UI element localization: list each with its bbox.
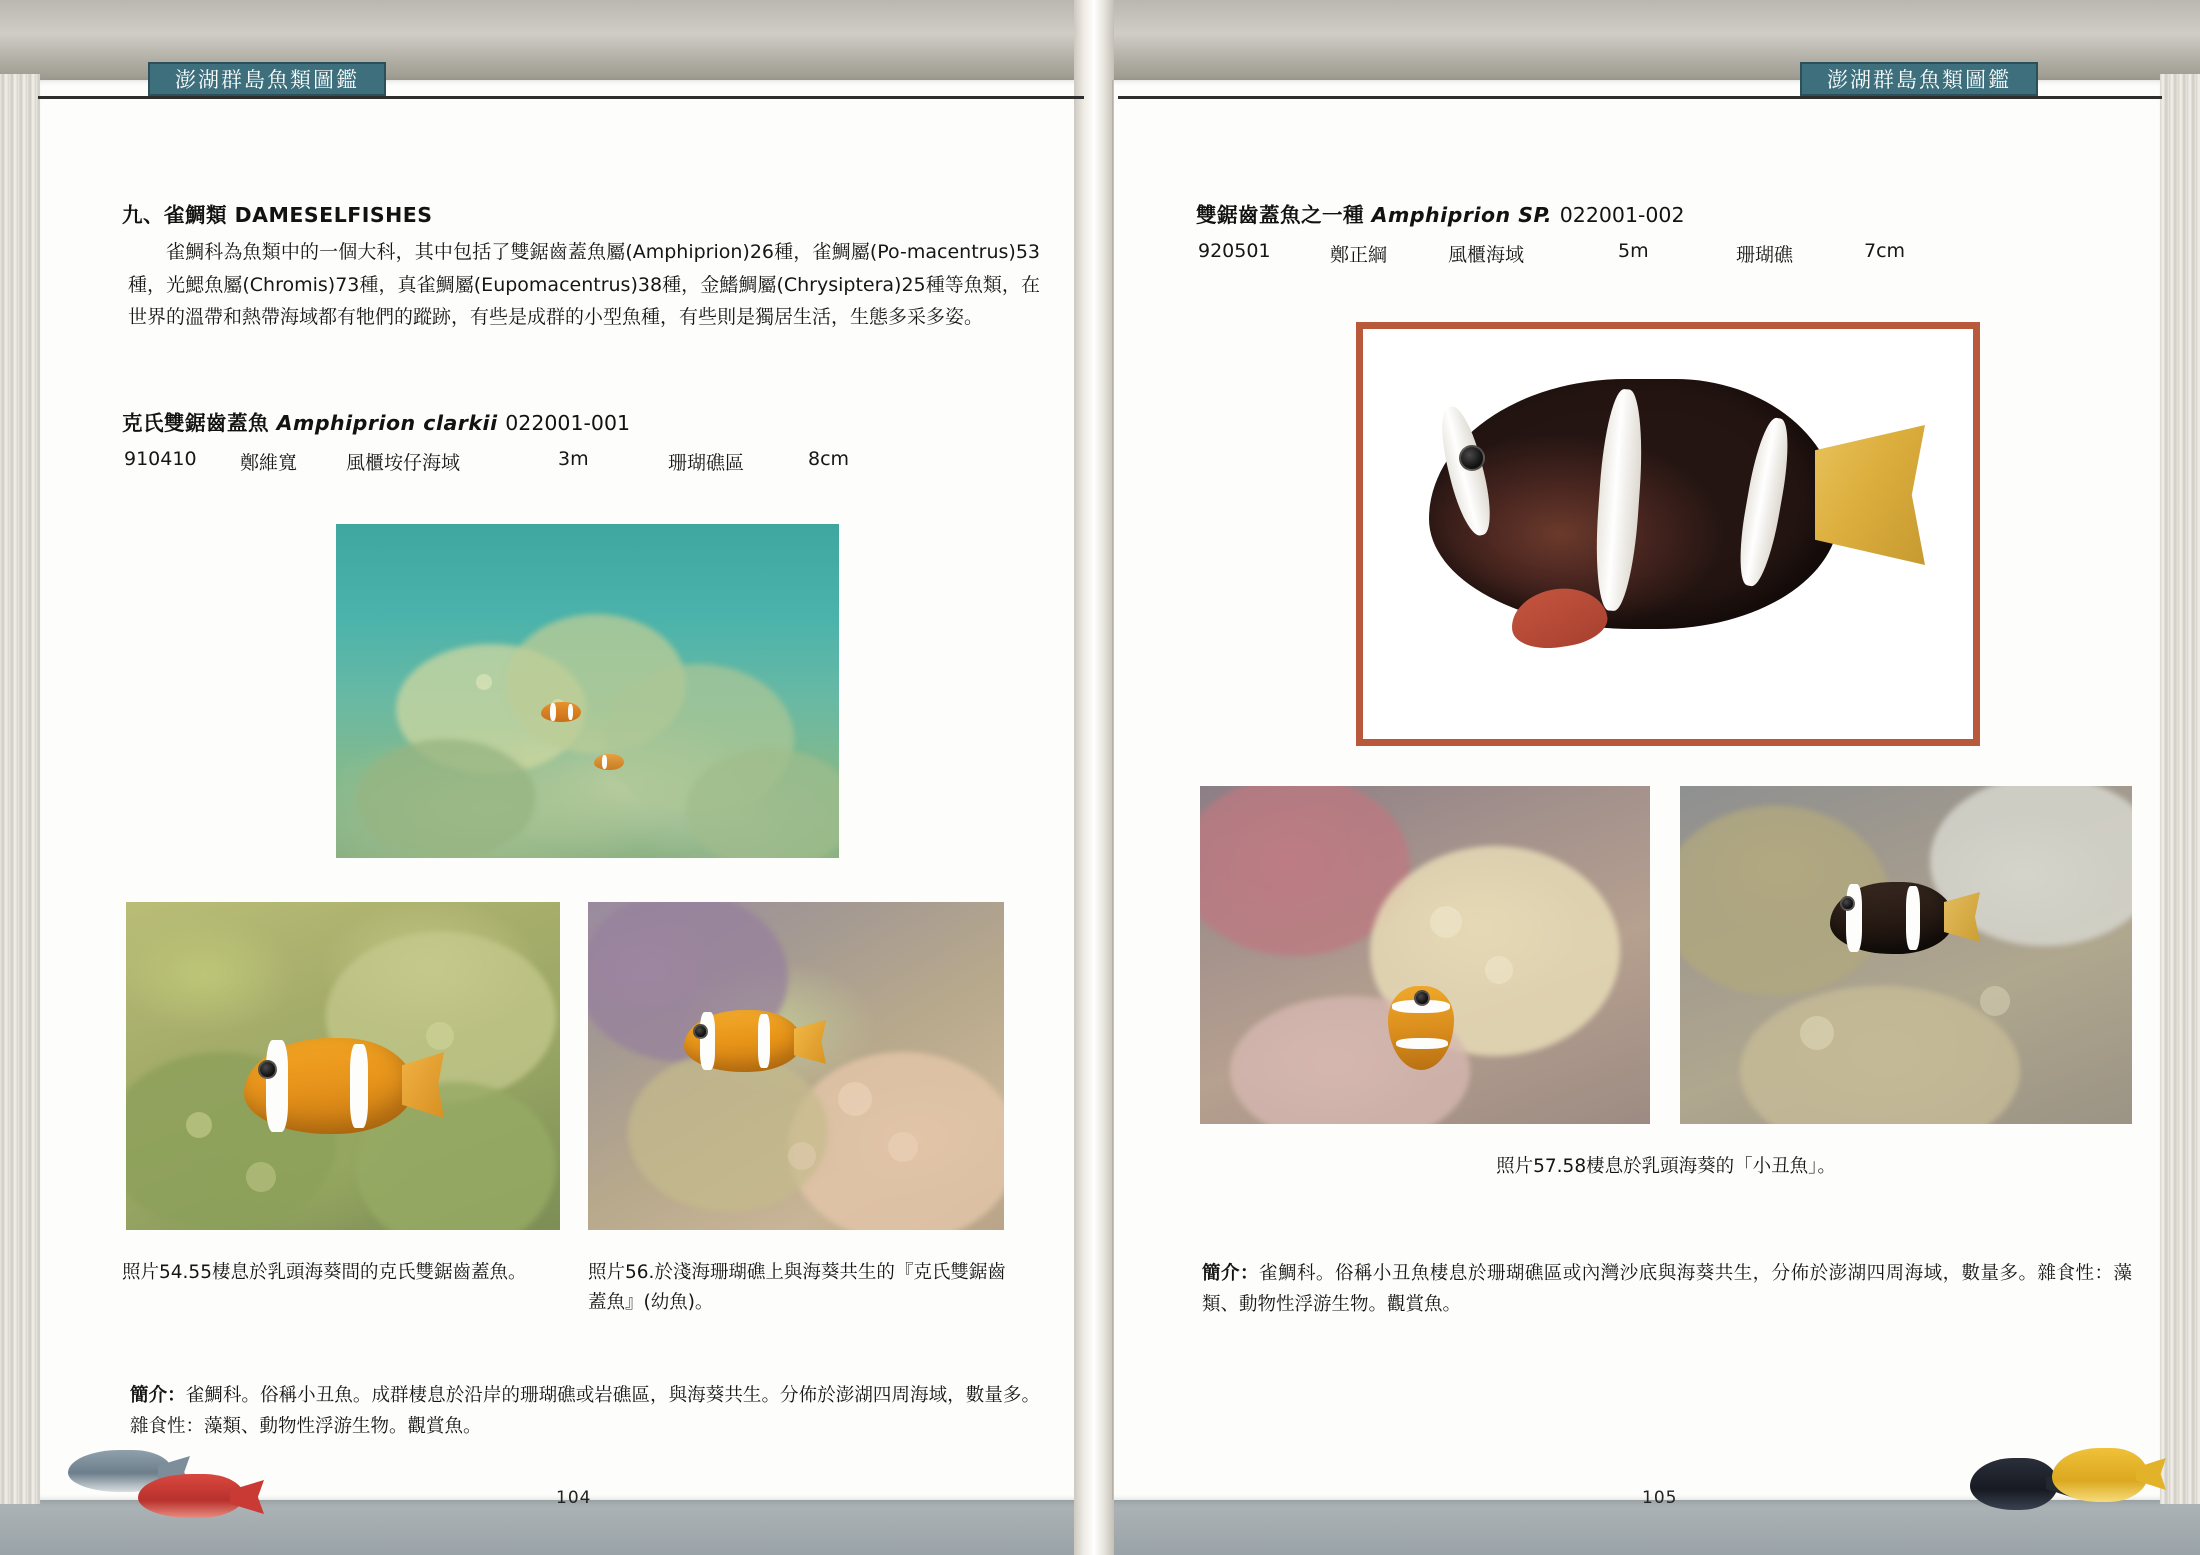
page-number-right: 105 (1642, 1488, 1678, 1508)
left-meta-date: 910410 (124, 448, 197, 470)
left-species-name-sci: Amphiprion clarkii (276, 411, 498, 435)
right-species-name-sci: Amphiprion SP. (1371, 203, 1553, 227)
right-meta-size: 7cm (1864, 240, 1906, 262)
right-intro-block (1202, 1258, 2132, 1320)
running-head-right-text: 澎湖群島魚類圖鑑 (1827, 68, 2011, 92)
left-intro-label: 簡介： (130, 1385, 186, 1406)
clownfish-shape (541, 702, 581, 722)
left-meta-depth: 3m (558, 448, 589, 470)
left-caption-54-55: 照片54.55棲息於乳頭海葵間的克氏雙鋸齒蓋魚。 (122, 1262, 527, 1283)
anemone-clownfish-photo-57 (1200, 786, 1650, 1124)
section-body-text: 雀鯛科為魚類中的一個大科，其中包括了雙鋸齒蓋魚屬(Amphiprion)26種，雀鯛屬(Po-macentrus)53種，光鰓魚屬(Chromis)73種，真雀鯛屬(Eupomacentrus)38種，金鰭鯛屬(Chrysiptera)25種等魚類，在世界的溫帶和熱帶海域都有牠們的蹤跡，有些是成群的小型魚種，有些則是獨居生活，生態多采多姿。 (128, 241, 1040, 329)
right-species-code: 022001-002 (1559, 203, 1685, 227)
right-intro-label: 簡介： (1202, 1263, 1259, 1284)
left-species-heading (122, 408, 1052, 439)
anemone-clownfish-photo-54 (126, 902, 560, 1230)
decorative-fish-yellow (2046, 1442, 2170, 1510)
running-head-left (148, 62, 386, 96)
right-caption-57-58: 照片57.58棲息於乳頭海葵的「小丑魚」。 (1496, 1156, 1836, 1177)
left-header-rule (38, 96, 1084, 99)
right-intro-text: 雀鯛科。俗稱小丑魚棲息於珊瑚礁區或內灣沙底與海葵共生，分佈於澎湖四周海域，數量多。雜食性：藻類、動物性浮游生物。觀賞魚。 (1202, 1263, 2132, 1316)
left-intro-text: 雀鯛科。俗稱小丑魚。成群棲息於沿岸的珊瑚礁或岩礁區，與海葵共生。分佈於澎湖四周海域，數量多。雜食性：藻類、動物性浮游生物。觀賞魚。 (130, 1385, 1040, 1438)
book-spine (1074, 0, 1114, 1555)
left-meta-collector: 鄭維寬 (240, 452, 298, 474)
anemone-clownfish-photo-58 (1680, 786, 2132, 1124)
running-head-right (1800, 62, 2038, 96)
left-page-edges (0, 74, 40, 1504)
left-intro-block (130, 1380, 1040, 1442)
spine-fold-line (1112, 80, 1113, 1500)
left-caption-56: 照片56.於淺海珊瑚礁上與海葵共生的『克氏雙鋸齒蓋魚』(幼魚)。 (588, 1262, 1006, 1313)
left-meta-habitat: 珊瑚礁區 (668, 452, 745, 474)
right-meta-locality: 風櫃海域 (1448, 244, 1525, 266)
right-species-name-zh: 雙鋸齒蓋魚之一種 (1196, 203, 1364, 227)
right-header-rule (1118, 96, 2162, 99)
right-meta-habitat: 珊瑚礁 (1736, 244, 1794, 266)
running-head-left-text: 澎湖群島魚類圖鑑 (175, 68, 359, 92)
left-meta-size: 8cm (808, 448, 850, 470)
anemone-clownfish-photo-56 (588, 902, 1004, 1230)
section-heading: 九、雀鯛類 DAMESELFISHES (122, 203, 433, 227)
reef-wide-photo (336, 524, 839, 858)
left-species-name-zh: 克氏雙鋸齒蓋魚 (122, 411, 269, 435)
left-meta-locality: 風櫃垵仔海域 (346, 452, 461, 474)
right-species-meta (1198, 240, 2128, 267)
page-number-left: 104 (556, 1488, 592, 1508)
right-meta-collector: 鄭正綱 (1330, 244, 1388, 266)
left-species-code: 022001-001 (505, 411, 631, 435)
right-meta-depth: 5m (1618, 240, 1649, 262)
right-species-heading (1196, 200, 2126, 231)
right-meta-date: 920501 (1198, 240, 1271, 262)
right-page-edges (2160, 74, 2200, 1504)
left-species-meta (124, 448, 1054, 475)
specimen-photo (1356, 322, 1980, 746)
decorative-fish-red (128, 1468, 264, 1530)
